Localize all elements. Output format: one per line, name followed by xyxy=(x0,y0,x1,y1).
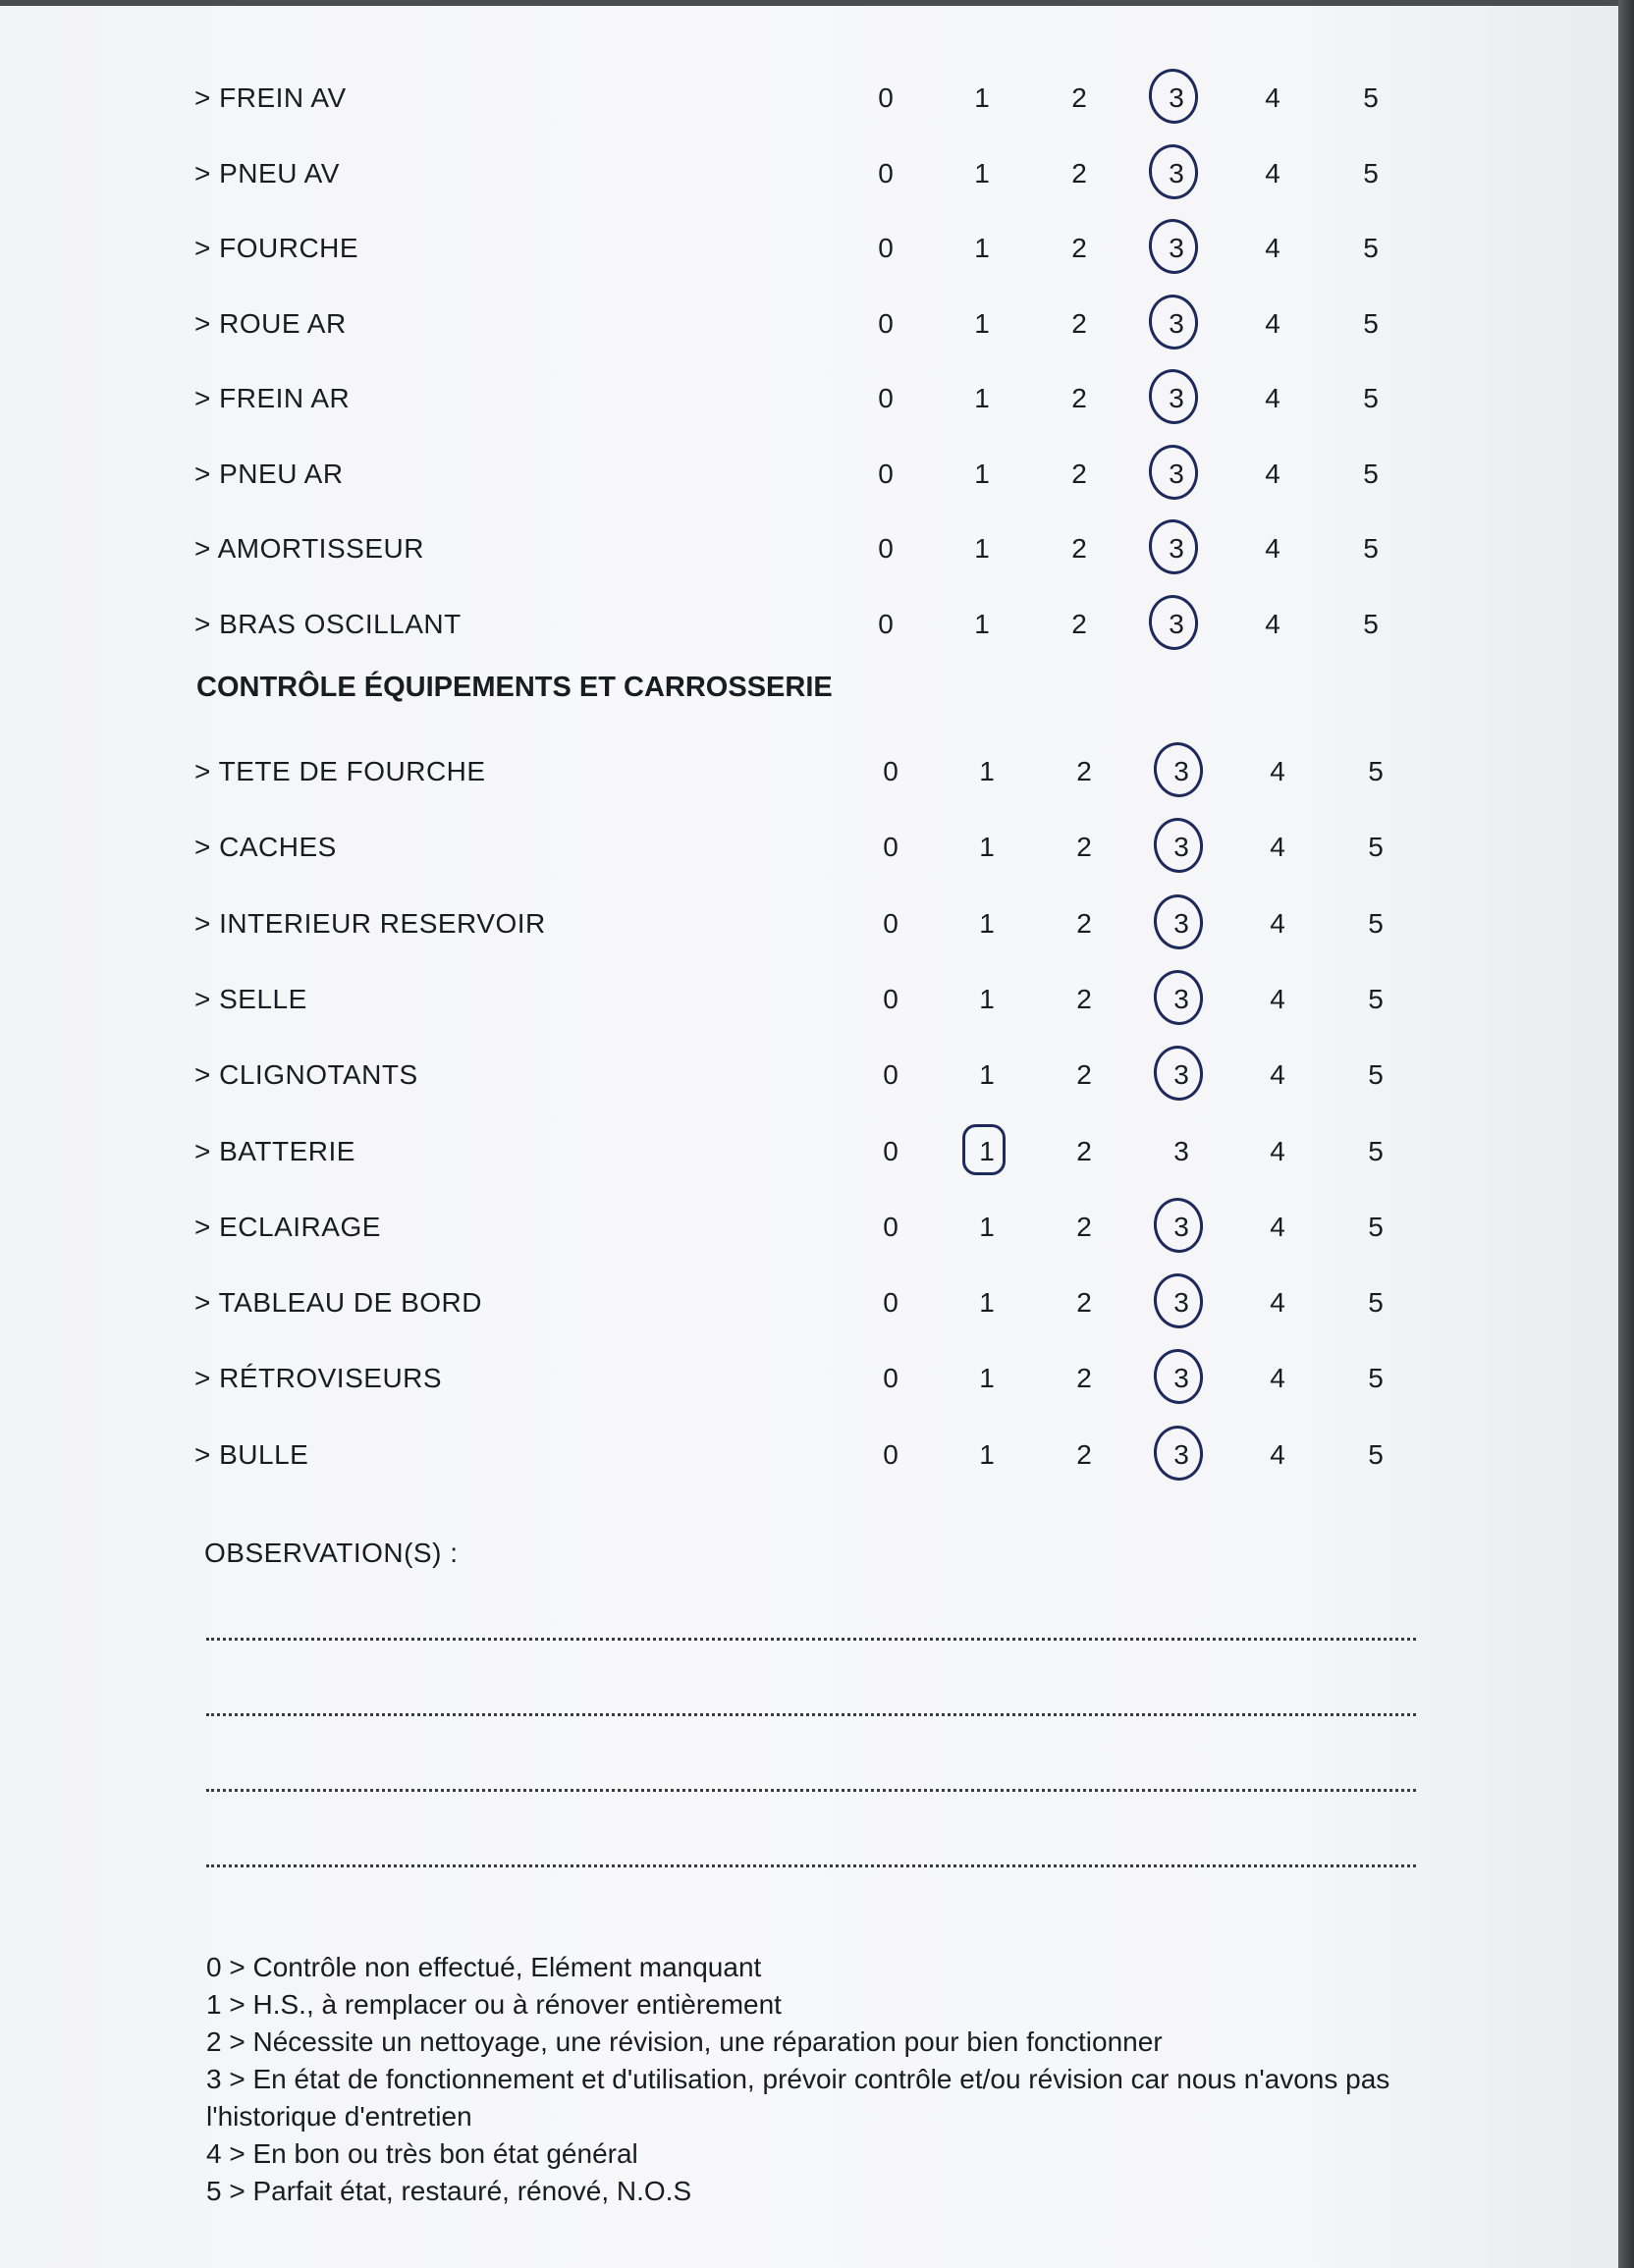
score-option-0[interactable]: 0 xyxy=(878,82,894,113)
score-option-3[interactable]: 3 xyxy=(1157,308,1196,340)
score-option-4[interactable]: 4 xyxy=(1265,82,1280,113)
score-option-2[interactable]: 2 xyxy=(1076,1287,1092,1319)
page-edge-shadow xyxy=(1618,0,1634,2268)
score-option-3[interactable]: 3 xyxy=(1162,1439,1201,1471)
item-label: > TABLEAU DE BORD xyxy=(194,1287,482,1319)
selected-mark xyxy=(1150,739,1206,800)
score-option-5[interactable]: 5 xyxy=(1363,608,1379,639)
selected-mark xyxy=(962,1124,1006,1175)
score-option-1[interactable]: 1 xyxy=(979,1211,995,1242)
selected-mark xyxy=(1145,291,1201,351)
top-shadow-band xyxy=(0,0,1634,6)
rating-row xyxy=(0,146,1473,205)
score-option-5[interactable]: 5 xyxy=(1363,233,1379,263)
score-option-5[interactable]: 5 xyxy=(1363,533,1379,564)
score-option-4[interactable]: 4 xyxy=(1265,157,1280,189)
item-label: > ROUE AR xyxy=(194,307,347,339)
score-option-1[interactable]: 1 xyxy=(979,832,995,863)
observation-line xyxy=(206,1864,1416,1867)
score-option-2[interactable]: 2 xyxy=(1076,1363,1092,1394)
score-option-4[interactable]: 4 xyxy=(1270,983,1285,1014)
score-option-2[interactable]: 2 xyxy=(1076,907,1092,939)
selected-mark xyxy=(1145,441,1201,502)
score-option-0[interactable]: 0 xyxy=(878,383,894,413)
score-option-5[interactable]: 5 xyxy=(1368,1363,1384,1394)
score-option-3[interactable]: 3 xyxy=(1162,908,1201,940)
score-option-2[interactable]: 2 xyxy=(1071,157,1087,189)
score-option-5[interactable]: 5 xyxy=(1363,458,1379,489)
rating-row xyxy=(0,221,1473,280)
score-option-3[interactable]: 3 xyxy=(1162,1287,1201,1319)
score-option-4[interactable]: 4 xyxy=(1270,1135,1285,1166)
score-option-1[interactable]: 1 xyxy=(974,608,990,639)
rating-row xyxy=(0,1200,1473,1259)
selected-mark xyxy=(1150,1346,1206,1407)
rating-row xyxy=(0,71,1473,130)
score-option-0[interactable]: 0 xyxy=(878,157,894,189)
rating-row xyxy=(0,972,1473,1031)
score-option-2[interactable]: 2 xyxy=(1076,832,1092,863)
score-option-1[interactable]: 1 xyxy=(979,983,995,1014)
score-option-4[interactable]: 4 xyxy=(1265,458,1280,489)
score-option-0[interactable]: 0 xyxy=(883,907,899,939)
score-option-2[interactable]: 2 xyxy=(1076,1211,1092,1242)
score-option-3[interactable]: 3 xyxy=(1173,1135,1189,1166)
score-option-5[interactable]: 5 xyxy=(1368,1287,1384,1319)
score-option-0[interactable]: 0 xyxy=(878,533,894,564)
selected-mark xyxy=(1150,1195,1206,1256)
item-label: > BULLE xyxy=(194,1438,309,1470)
observation-line xyxy=(206,1713,1416,1716)
score-option-3[interactable]: 3 xyxy=(1157,82,1196,114)
score-option-1[interactable]: 1 xyxy=(979,1438,995,1470)
score-option-1[interactable]: 1 xyxy=(979,1363,995,1394)
score-option-0[interactable]: 0 xyxy=(883,1363,899,1394)
score-option-5[interactable]: 5 xyxy=(1368,1211,1384,1242)
score-option-4[interactable]: 4 xyxy=(1270,756,1285,786)
item-label: > FREIN AV xyxy=(194,82,347,113)
selected-mark xyxy=(1145,66,1201,127)
score-option-3[interactable]: 3 xyxy=(1157,158,1196,189)
score-option-4[interactable]: 4 xyxy=(1265,608,1280,639)
score-option-1[interactable]: 1 xyxy=(974,233,990,263)
score-option-1[interactable]: 1 xyxy=(974,307,990,339)
rating-row xyxy=(0,744,1473,803)
rating-row xyxy=(0,521,1473,580)
score-option-5[interactable]: 5 xyxy=(1368,1438,1384,1470)
rating-row xyxy=(0,297,1473,355)
rating-row xyxy=(0,1351,1473,1410)
score-option-5[interactable]: 5 xyxy=(1363,157,1379,189)
score-option-4[interactable]: 4 xyxy=(1265,233,1280,263)
score-option-0[interactable]: 0 xyxy=(878,307,894,339)
score-option-2[interactable]: 2 xyxy=(1071,533,1087,564)
item-label: > ECLAIRAGE xyxy=(194,1211,381,1242)
score-option-3[interactable]: 3 xyxy=(1157,233,1196,264)
score-option-3[interactable]: 3 xyxy=(1162,756,1201,787)
score-option-3[interactable]: 3 xyxy=(1157,609,1196,640)
legend-entry-2: 2 > Nécessite un nettoyage, une révision, une réparation pour bien fonctionner xyxy=(206,2026,1163,2057)
score-option-4[interactable]: 4 xyxy=(1270,1287,1285,1319)
score-option-0[interactable]: 0 xyxy=(883,1135,899,1166)
rating-row xyxy=(0,1428,1473,1486)
score-option-2[interactable]: 2 xyxy=(1071,307,1087,339)
score-option-1[interactable]: 1 xyxy=(979,1287,995,1319)
item-label: > CLIGNOTANTS xyxy=(194,1059,418,1091)
rating-row xyxy=(0,1275,1473,1334)
legend-entry-1: 1 > H.S., à remplacer ou à rénover entièrement xyxy=(206,1989,782,2020)
score-option-2[interactable]: 2 xyxy=(1076,1135,1092,1166)
selected-mark xyxy=(1145,216,1201,277)
item-label: > FOURCHE xyxy=(194,233,359,263)
score-option-0[interactable]: 0 xyxy=(883,832,899,863)
score-option-1[interactable]: 1 xyxy=(974,533,990,564)
selected-mark xyxy=(1150,815,1206,876)
score-option-5[interactable]: 5 xyxy=(1363,383,1379,413)
score-option-5[interactable]: 5 xyxy=(1368,983,1384,1014)
score-option-4[interactable]: 4 xyxy=(1270,832,1285,863)
score-option-2[interactable]: 2 xyxy=(1076,1438,1092,1470)
rating-row xyxy=(0,1048,1473,1107)
rating-row xyxy=(0,447,1473,506)
score-option-5[interactable]: 5 xyxy=(1368,756,1384,786)
score-option-0[interactable]: 0 xyxy=(878,233,894,263)
rating-row xyxy=(0,1124,1473,1183)
item-label: > INTERIEUR RESERVOIR xyxy=(194,907,546,939)
score-option-0[interactable]: 0 xyxy=(883,1211,899,1242)
score-option-0[interactable]: 0 xyxy=(883,1438,899,1470)
observation-line xyxy=(206,1789,1416,1792)
score-option-1[interactable]: 1 xyxy=(974,157,990,189)
score-option-0[interactable]: 0 xyxy=(878,608,894,639)
item-label: > SELLE xyxy=(194,983,307,1014)
score-option-2[interactable]: 2 xyxy=(1076,983,1092,1014)
score-option-1[interactable]: 1 xyxy=(967,1136,1007,1167)
score-option-3[interactable]: 3 xyxy=(1162,1363,1201,1394)
score-option-5[interactable]: 5 xyxy=(1368,1059,1384,1091)
item-label: > BATTERIE xyxy=(194,1135,355,1166)
score-option-0[interactable]: 0 xyxy=(883,1287,899,1319)
score-option-2[interactable]: 2 xyxy=(1076,756,1092,786)
item-label: > FREIN AR xyxy=(194,383,351,413)
selected-mark xyxy=(1150,1043,1206,1104)
score-option-2[interactable]: 2 xyxy=(1071,608,1087,639)
score-option-0[interactable]: 0 xyxy=(883,1059,899,1091)
score-option-2[interactable]: 2 xyxy=(1071,82,1087,113)
score-option-0[interactable]: 0 xyxy=(883,983,899,1014)
score-option-3[interactable]: 3 xyxy=(1157,533,1196,565)
score-option-5[interactable]: 5 xyxy=(1363,307,1379,339)
score-option-4[interactable]: 4 xyxy=(1265,383,1280,413)
score-option-4[interactable]: 4 xyxy=(1265,533,1280,564)
observation-line xyxy=(206,1638,1416,1641)
score-option-3[interactable]: 3 xyxy=(1162,984,1201,1015)
score-option-1[interactable]: 1 xyxy=(979,907,995,939)
selected-mark xyxy=(1150,967,1206,1028)
selected-mark xyxy=(1150,1270,1206,1331)
score-option-3[interactable]: 3 xyxy=(1162,1212,1201,1243)
score-option-5[interactable]: 5 xyxy=(1368,1135,1384,1166)
score-option-3[interactable]: 3 xyxy=(1157,459,1196,490)
score-option-4[interactable]: 4 xyxy=(1270,1438,1285,1470)
score-option-4[interactable]: 4 xyxy=(1270,1059,1285,1091)
rating-row xyxy=(0,597,1473,656)
score-option-1[interactable]: 1 xyxy=(979,756,995,786)
score-option-2[interactable]: 2 xyxy=(1076,1059,1092,1091)
score-option-0[interactable]: 0 xyxy=(878,458,894,489)
score-option-5[interactable]: 5 xyxy=(1363,82,1379,113)
item-label: > RÉTROVISEURS xyxy=(194,1363,443,1394)
score-option-1[interactable]: 1 xyxy=(979,1059,995,1091)
legend-entry-3: 3 > En état de fonctionnement et d'utilisation, prévoir contrôle et/ou révision car nous n'avons pas l'historique d'entretien xyxy=(206,2064,1390,2132)
selected-mark xyxy=(1145,366,1201,427)
score-option-1[interactable]: 1 xyxy=(974,458,990,489)
rating-row xyxy=(0,371,1473,430)
score-option-5[interactable]: 5 xyxy=(1368,832,1384,863)
score-option-3[interactable]: 3 xyxy=(1162,832,1201,863)
score-option-0[interactable]: 0 xyxy=(883,756,899,786)
selected-mark xyxy=(1145,140,1201,201)
score-option-2[interactable]: 2 xyxy=(1071,233,1087,263)
section-title-equipment: CONTRÔLE ÉQUIPEMENTS ET CARROSSERIE xyxy=(196,672,833,703)
legend-entry-4: 4 > En bon ou très bon état général xyxy=(206,2138,638,2169)
selected-mark xyxy=(1150,1422,1206,1483)
item-label: > CACHES xyxy=(194,832,337,863)
score-option-3[interactable]: 3 xyxy=(1157,383,1196,414)
selected-mark xyxy=(1145,516,1201,577)
score-option-4[interactable]: 4 xyxy=(1270,907,1285,939)
observations-label: OBSERVATION(S) : xyxy=(204,1538,459,1568)
item-label: > AMORTISSEUR xyxy=(194,533,424,564)
rating-row xyxy=(0,820,1473,879)
score-option-4[interactable]: 4 xyxy=(1265,307,1280,339)
legend-entry-0: 0 > Contrôle non effectué, Elément manquant xyxy=(206,1952,762,1982)
item-label: > BRAS OSCILLANT xyxy=(194,608,462,639)
score-option-4[interactable]: 4 xyxy=(1270,1211,1285,1242)
score-option-1[interactable]: 1 xyxy=(974,383,990,413)
item-label: > TETE DE FOURCHE xyxy=(194,756,486,786)
score-option-3[interactable]: 3 xyxy=(1162,1059,1201,1091)
score-option-2[interactable]: 2 xyxy=(1071,383,1087,413)
legend-entry-5: 5 > Parfait état, restauré, rénové, N.O.S xyxy=(206,2176,692,2206)
selected-mark xyxy=(1150,891,1206,951)
score-option-2[interactable]: 2 xyxy=(1071,458,1087,489)
item-label: > PNEU AV xyxy=(194,157,340,189)
rating-legend xyxy=(206,1949,1424,2210)
score-option-4[interactable]: 4 xyxy=(1270,1363,1285,1394)
item-label: > PNEU AR xyxy=(194,458,344,489)
score-option-5[interactable]: 5 xyxy=(1368,907,1384,939)
selected-mark xyxy=(1145,591,1201,652)
score-option-1[interactable]: 1 xyxy=(974,82,990,113)
rating-row xyxy=(0,896,1473,955)
